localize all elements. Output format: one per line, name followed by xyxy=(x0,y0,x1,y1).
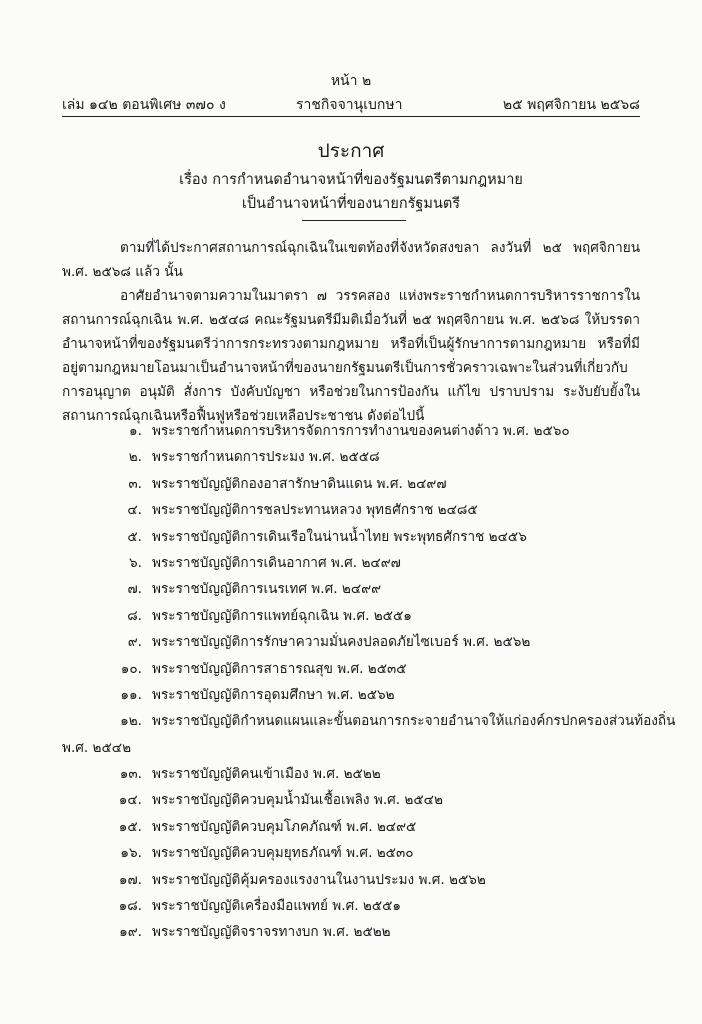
law-item-title: พระราชบัญญัติการชลประทานหลวง พุทธศักราช ๒๔๘๕ xyxy=(152,502,478,519)
law-item-number: ๘. xyxy=(127,607,142,624)
announcement-body xyxy=(62,236,640,428)
law-item-number: ๑๗. xyxy=(118,871,142,888)
law-item-title: พระราชบัญญัติกองอาสารักษาดินแดน พ.ศ. ๒๔๙๗ xyxy=(152,475,447,492)
law-list-item xyxy=(62,787,640,813)
law-list-item xyxy=(62,840,640,866)
law-item-number: ๑๐. xyxy=(120,660,142,677)
law-list-item xyxy=(62,497,640,523)
law-item-title: พระราชบัญญัติเครื่องมือแพทย์ พ.ศ. ๒๕๕๑ xyxy=(152,898,402,915)
announcement-subject xyxy=(0,168,702,216)
law-list-item xyxy=(62,576,640,602)
law-item-number: ๖. xyxy=(129,554,142,571)
subject-line-2: เป็นอำนาจหน้าที่ของนายกรัฐมนตรี xyxy=(241,196,461,212)
law-item-title: พระราชบัญญัติการรักษาความมั่นคงปลอดภัยไซเบอร์ พ.ศ. ๒๕๖๒ xyxy=(152,634,531,651)
law-item-number: ๑. xyxy=(129,423,142,439)
law-item-title: พระราชบัญญัติควบคุมโภคภัณฑ์ พ.ศ. ๒๔๙๕ xyxy=(152,818,417,835)
law-item-number: ๔. xyxy=(127,502,142,519)
law-item-title: พระราชบัญญัติควบคุมน้ำมันเชื้อเพลิง พ.ศ. ๒๕๔๒ xyxy=(152,792,443,809)
law-item-number: ๑๑. xyxy=(120,686,142,703)
law-item-number: ๙. xyxy=(127,634,142,651)
law-item-number: ๑๙. xyxy=(119,924,142,941)
law-list-item xyxy=(62,761,640,787)
law-item-title: พระราชกำหนดการประมง พ.ศ. ๒๕๕๘ xyxy=(152,449,380,466)
law-list-item xyxy=(62,550,640,576)
law-item-number: ๑๒. xyxy=(120,713,142,730)
law-list-item xyxy=(62,418,640,444)
law-item-title: พระราชบัญญัติการเนรเทศ พ.ศ. ๒๔๙๙ xyxy=(152,581,382,598)
page-number: หน้า ๒ xyxy=(330,73,372,89)
law-item-title: พระราชบัญญัติคุ้มครองแรงงานในงานประมง พ.ศ. ๒๕๖๒ xyxy=(152,871,486,888)
law-item-number: ๓. xyxy=(128,475,142,492)
law-item-title: พระราชบัญญัติจราจรทางบก พ.ศ. ๒๕๒๒ xyxy=(152,924,391,941)
law-list-item xyxy=(62,524,640,550)
law-item-title: พระราชบัญญัติการอุดมศึกษา พ.ศ. ๒๕๖๒ xyxy=(152,686,395,703)
law-list-item xyxy=(62,603,640,629)
subject-line-1: เรื่อง การกำหนดอำนาจหน้าที่ของรัฐมนตรีตามกฎหมาย xyxy=(179,172,523,188)
law-list-item xyxy=(62,867,640,893)
authority-paragraph: อาศัยอำนาจตามความในมาตรา ๗ วรรคสอง แห่งพระราชกำหนดการบริหารราชการในสถานการณ์ฉุกเฉิน พ.ศ. ๒๕๔๘ คณะรัฐมนตรีมีมติเมื่อวันที่ ๒๕ พฤศจิกายน พ.ศ. ๒๕๖๘ ให้บรรดาอำนาจหน้าที่ของรัฐมนตรีว่าการกระทรวงตามกฎหมาย หรือที่เป็นผู้รักษาการตามกฎหมาย หรือที่มีอยู่ตามกฎหมายโอนมาเป็นอำนาจหน้าที่ของนายกรัฐมนตรีเป็นการชั่วคราวเฉพาะในส่วนที่เกี่ยวกับการอนุญาต อนุมัติ สั่งการ บังคับบัญชา หรือช่วยในการป้องกัน แก้ไข ปราบปราม ระงับยับยั้งในสถานการณ์ฉุกเฉินหรือฟื้นฟูหรือช่วยเหลือประชาชน ดังต่อไปนี้ xyxy=(62,288,640,424)
law-item-number: ๕. xyxy=(127,528,142,545)
law-item-title: พระราชบัญญัติกำหนดแผนและขั้นตอนการกระจายอำนาจให้แก่องค์กรปกครองส่วนท้องถิ่น xyxy=(152,713,676,730)
law-list-item xyxy=(62,444,640,470)
law-list-item xyxy=(62,814,640,840)
law-list-item xyxy=(62,471,640,497)
law-item-title: พระราชบัญญัติการเดินอากาศ พ.ศ. ๒๔๙๗ xyxy=(152,554,401,571)
law-list-item xyxy=(62,708,676,761)
volume-issue: เล่ม ๑๔๒ ตอนพิเศษ ๓๗๐ ง xyxy=(62,97,226,113)
publication-date: ๒๕ พฤศจิกายน ๒๕๖๘ xyxy=(502,97,640,113)
law-list-item xyxy=(62,919,640,945)
law-item-number: ๗. xyxy=(127,581,142,598)
gazette-name: ราชกิจจานุเบกษา xyxy=(296,97,403,113)
law-list-item xyxy=(62,629,640,655)
title-divider xyxy=(302,220,406,221)
law-item-title: พระราชบัญญัติการสาธารณสุข พ.ศ. ๒๕๓๕ xyxy=(152,660,407,677)
law-item-number: ๑๓. xyxy=(119,766,142,783)
law-list-item xyxy=(62,893,640,919)
law-item-title: พระราชบัญญัติควบคุมยุทธภัณฑ์ พ.ศ. ๒๕๓๐ xyxy=(152,845,414,862)
law-item-title: พระราชบัญญัติคนเข้าเมือง พ.ศ. ๒๕๒๒ xyxy=(152,766,381,783)
law-list-item xyxy=(62,656,640,682)
law-item-title: พระราชบัญญัติการแพทย์ฉุกเฉิน พ.ศ. ๒๕๕๑ xyxy=(152,607,412,624)
law-item-title-continuation: พ.ศ. ๒๕๔๒ xyxy=(62,739,132,756)
law-item-title: พระราชบัญญัติการเดินเรือในน่านน้ำไทย พระพุทธศักราช ๒๔๕๖ xyxy=(152,528,527,545)
law-item-title: พระราชกำหนดการบริหารจัดการการทำงานของคนต่างด้าว พ.ศ. ๒๕๖๐ xyxy=(152,423,570,439)
law-item-number: ๒. xyxy=(128,449,142,466)
header-divider xyxy=(62,116,640,117)
law-item-number: ๑๘. xyxy=(118,898,142,915)
law-item-number: ๑๕. xyxy=(118,818,142,835)
law-item-number: ๑๔. xyxy=(118,792,142,809)
announcement-title: ประกาศ xyxy=(317,140,385,162)
law-item-number: ๑๖. xyxy=(120,845,142,862)
law-list-item xyxy=(62,682,640,708)
law-list xyxy=(62,418,676,946)
preamble-paragraph: ตามที่ได้ประกาศสถานการณ์ฉุกเฉินในเขตท้องที่จังหวัดสงขลา ลงวันที่ ๒๕ พฤศจิกายน พ.ศ. ๒๕๖๘ แล้ว นั้น xyxy=(62,240,640,280)
